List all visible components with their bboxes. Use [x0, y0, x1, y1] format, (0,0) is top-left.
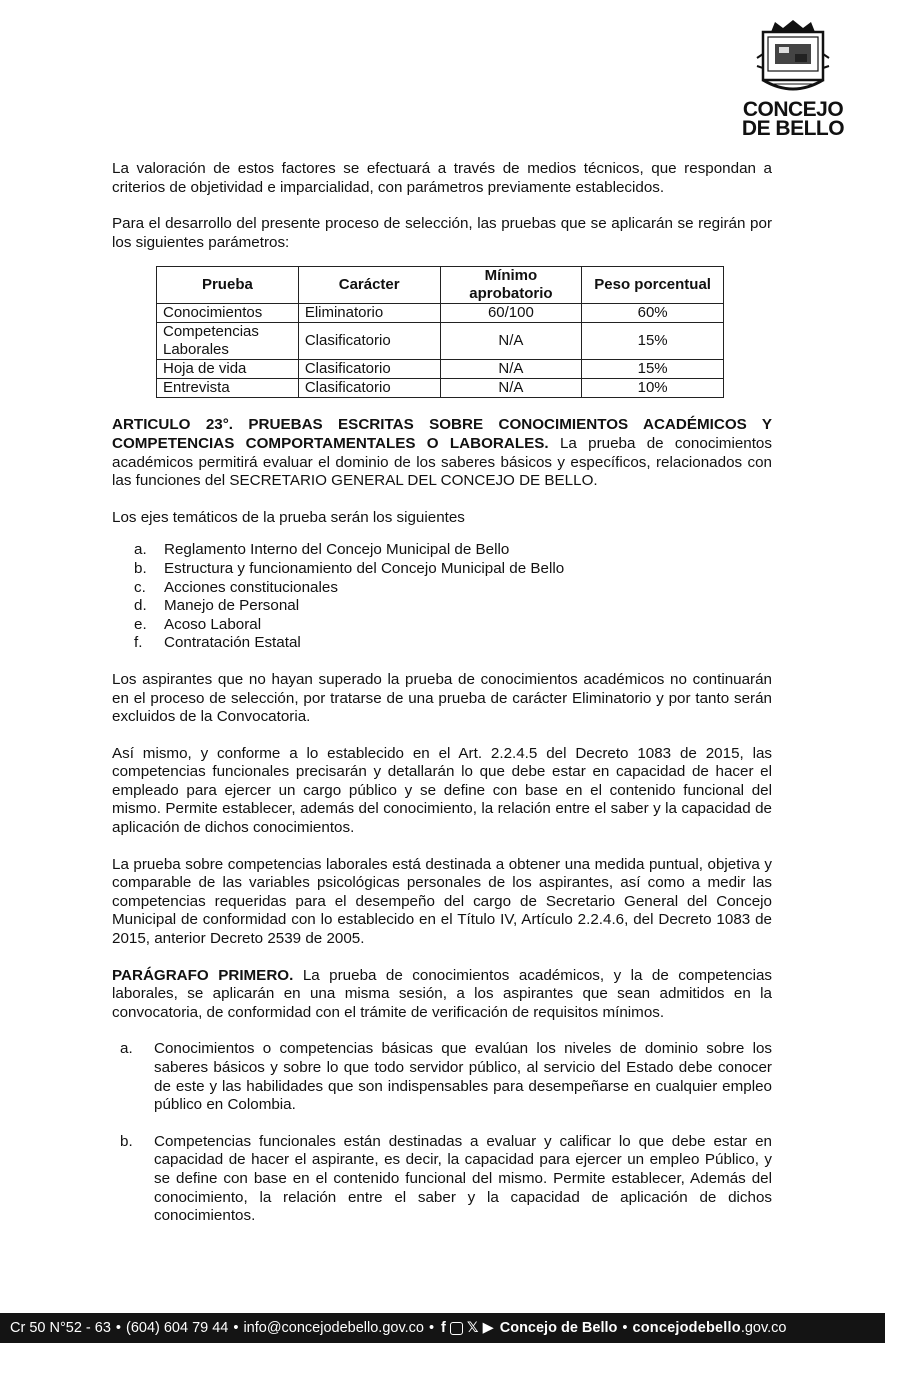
paragrafo-label: PARÁGRAFO PRIMERO. [112, 966, 294, 984]
footer-email[interactable]: info@concejodebello.gov.co [243, 1320, 424, 1336]
table-cell: Entrevista [157, 379, 299, 398]
table-cell: Conocimientos [157, 304, 299, 323]
list-item: b. Competencias funcionales están destinadas a evaluar y calificar lo que debe estar en capacidad de hacer el aspirante, es decir, la capacidad para ejercer un empleo Público, y se define con base en el contenido funcional del mismo. Permite establecer, Además del conocimiento, la relación entre el saber y la capacidad de aplicación de dichos conocimientos. [120, 1132, 772, 1225]
table-header: Mínimo aprobatorio [440, 267, 582, 304]
table-header: Prueba [157, 267, 299, 304]
table-cell: Eliminatorio [298, 304, 440, 323]
pruebas-table [156, 266, 724, 398]
logo-wordmark [738, 100, 848, 138]
paragraph-asimismo: Así mismo, y conforme a lo establecido en el Art. 2.2.4.5 del Decreto 1083 de 2015, las competencias funcionales precisarán y detallarán lo que debe estar en capacidad de hacer el empleado para ejercer un cargo público y se define con base en el contenido funcional del mismo. Permite establecer, además del conocimiento, la relación entre el saber y la capacidad de aplicación de dichos conocimientos. [112, 744, 772, 837]
instagram-icon[interactable] [450, 1322, 463, 1335]
logo-line-1: CONCEJO [742, 98, 844, 121]
footer-bar [0, 1313, 885, 1343]
list-item: a. Reglamento Interno del Concejo Municipal de Bello [134, 541, 510, 559]
list-item: b. Estructura y funcionamiento del Concejo Municipal de Bello [134, 559, 565, 577]
table-cell: Clasificatorio [298, 360, 440, 379]
facebook-icon[interactable]: f [441, 1320, 446, 1336]
table-header: Peso porcentual [582, 267, 724, 304]
article-title: ARTICULO 23°. PRUEBAS ESCRITAS SOBRE CONOCIMIENTOS ACADÉMICOS Y COMPETENCIAS COMPORTAMENTALES O LABORALES. [112, 416, 772, 452]
table-cell: 10% [582, 379, 724, 398]
footer-site-main[interactable]: concejodebello [632, 1320, 741, 1336]
table-cell: N/A [440, 360, 582, 379]
article-23 [112, 416, 772, 490]
ejes-list [112, 541, 772, 653]
competencias-list [112, 1040, 772, 1225]
paragraph-valoracion: La valoración de estos factores se efectuará a través de medios técnicos, que respondan a criterios de objetividad e imparcialidad, con parámetros previamente establecidos. [112, 160, 772, 196]
table-row [157, 360, 724, 379]
table-cell: N/A [440, 323, 582, 360]
table-cell: 15% [582, 323, 724, 360]
concejo-logo [738, 18, 848, 138]
table-cell: 60/100 [440, 304, 582, 323]
table-row [157, 304, 724, 323]
separator-dot-icon: • [115, 1320, 121, 1336]
document-body [112, 160, 772, 1244]
paragrafo-body: La prueba de conocimientos académicos, y la de competencias laborales, se aplicarán en una misma sesión, a los aspirantes que sean admitidos en la convocatoria, de conformidad con el trámite de verificación de requisitos mínimos. [112, 966, 772, 1021]
youtube-icon[interactable]: ▶ [482, 1320, 494, 1336]
table-cell: 15% [582, 360, 724, 379]
separator-dot-icon: • [622, 1320, 628, 1336]
x-icon[interactable]: 𝕏 [466, 1320, 479, 1336]
table-row [157, 379, 724, 398]
table-cell: Clasificatorio [298, 379, 440, 398]
table-cell: N/A [440, 379, 582, 398]
paragrafo-primero [112, 967, 772, 1023]
footer-address: Cr 50 N°52 - 63 [10, 1320, 111, 1336]
list-item: c. Acciones constitucionales [134, 578, 338, 596]
table-row [157, 323, 724, 360]
logo-line-2: DE BELLO [741, 117, 845, 140]
table-cell: Hoja de vida [157, 360, 299, 379]
table-cell: Competencias Laborales [157, 323, 299, 360]
paragraph-prueba-competencias: La prueba sobre competencias laborales está destinada a obtener una medida puntual, objetiva y comparable de las variables psicológicas personales de los aspirantes, así como a medir las competencias requeridas para el desempeño del cargo de Secretario General del Concejo Municipal de conformidad con lo establecido en el Título IV, Artículo 2.2.4.6, del Decreto 1083 de 2015, anterior Decreto 2539 de 2005. [112, 855, 772, 948]
municipal-seal-icon [755, 18, 831, 98]
separator-dot-icon: • [428, 1320, 435, 1336]
footer-social-name: Concejo de Bello [499, 1320, 618, 1336]
footer-phone: (604) 604 79 44 [125, 1320, 229, 1336]
list-item: f. Contratación Estatal [134, 634, 301, 652]
ejes-intro: Los ejes temáticos de la prueba serán los siguientes [112, 508, 465, 526]
table-cell: Clasificatorio [298, 323, 440, 360]
footer-site-tld[interactable]: .gov.co [740, 1320, 787, 1336]
paragraph-desarrollo: Para el desarrollo del presente proceso de selección, las pruebas que se aplicarán se regirán por los siguientes parámetros: [112, 215, 772, 251]
paragraph-aspirantes: Los aspirantes que no hayan superado la prueba de conocimientos académicos no continuarán en el proceso de selección, por tratarse de una prueba de carácter Eliminatorio y por tanto serán excluidos de la Convocatoria. [112, 670, 772, 726]
list-item: e. Acoso Laboral [134, 615, 262, 633]
article-body: La prueba de conocimientos académicos permitirá evaluar el dominio de los saberes básicos y específicos, relacionados con las funciones del SECRETARIO GENERAL DEL CONCEJO DE BELLO. [112, 434, 772, 490]
table-header-row [157, 267, 724, 304]
list-item: a. Conocimientos o competencias básicas que evalúan los niveles de dominio sobre los saberes básicos y sobre lo que todo servidor público, al servicio del Estado debe conocer de este y las habilidades que son indispensables para desempeñarse en cualquier empleo público en Colombia. [120, 1040, 772, 1114]
table-header: Carácter [298, 267, 440, 304]
separator-dot-icon: • [233, 1320, 239, 1336]
list-item: d. Manejo de Personal [134, 597, 300, 615]
table-cell: 60% [582, 304, 724, 323]
